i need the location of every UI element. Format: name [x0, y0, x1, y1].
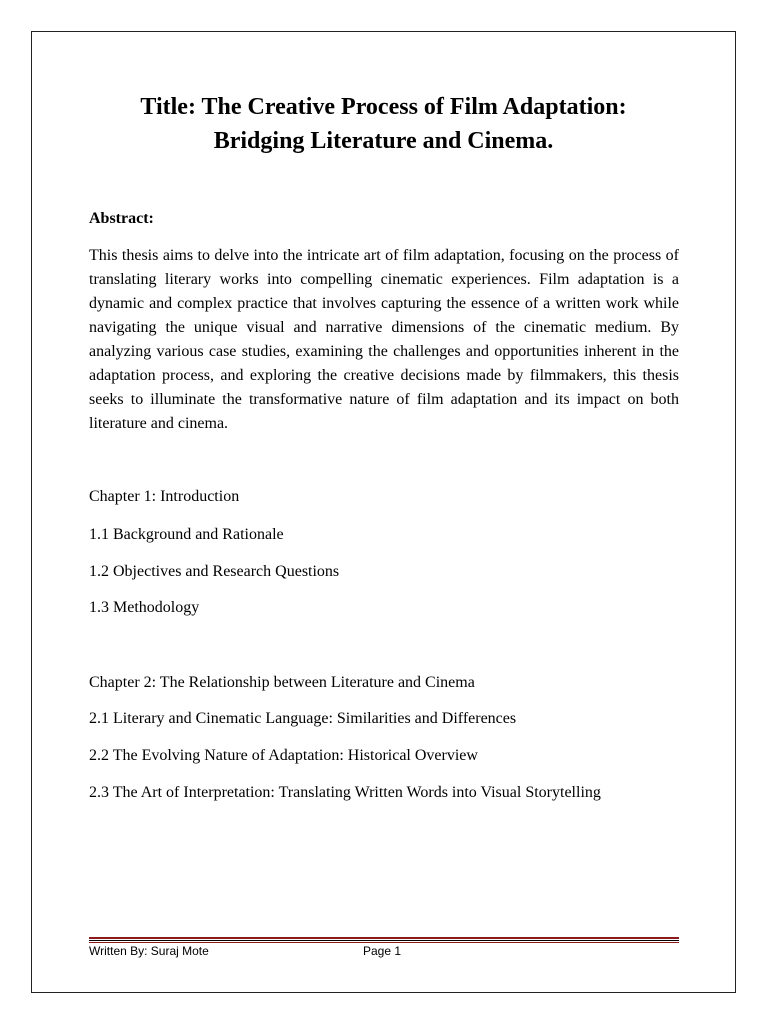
footer-rule-accent	[89, 942, 679, 943]
toc-item: 2.2 The Evolving Nature of Adaptation: Historical Overview	[89, 747, 478, 764]
footer-page-number: Page 1	[363, 944, 402, 958]
toc-item: 1.2 Objectives and Research Questions	[89, 563, 340, 580]
abstract-heading: Abstract:	[89, 210, 154, 227]
toc-item: 1.3 Methodology	[89, 599, 200, 616]
footer-rule-accent	[89, 937, 679, 939]
chapter-2-heading: Chapter 2: The Relationship between Literature and Cinema	[89, 674, 475, 691]
footer-author: Written By: Suraj Mote	[89, 944, 209, 958]
page-border	[31, 31, 736, 993]
toc-item: 2.3 The Art of Interpretation: Translating Written Words into Visual Storytelling	[89, 784, 601, 801]
toc-item: 2.1 Literary and Cinematic Language: Similarities and Differences	[89, 710, 517, 727]
chapter-1-heading: Chapter 1: Introduction	[89, 488, 240, 505]
footer-rule-line	[89, 940, 679, 941]
toc-item: 1.1 Background and Rationale	[89, 526, 284, 543]
document-title	[31, 90, 736, 158]
title-line-1: Title: The Creative Process of Film Adaptation:	[140, 94, 627, 120]
footer-rule	[89, 937, 679, 943]
title-line-2: Bridging Literature and Cinema.	[213, 128, 554, 154]
abstract-body: This thesis aims to delve into the intricate art of film adaptation, focusing on the process of translating literary works into compelling cinematic experiences. Film adaptation is a dynamic and complex practice that involves capturing the essence of a written work while navigating the unique visual and narrative dimensions of the cinematic medium. By analyzing various case studies, examining the challenges and opportunities inherent in the adaptation process, and exploring the creative decisions made by filmmakers, this thesis seeks to illuminate the transformative nature of film adaptation and its impact on both literature and cinema.	[89, 247, 679, 432]
